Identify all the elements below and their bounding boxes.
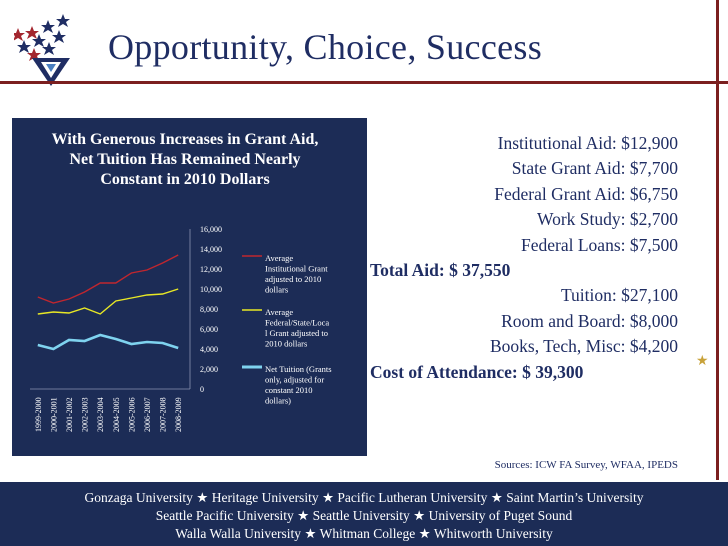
series-line [38, 255, 178, 303]
legend-label: 2010 dollars [265, 338, 308, 349]
star-cluster-icon [17, 14, 70, 55]
y-tick-label: 8,000 [200, 305, 218, 314]
legend-label: l Grant adjusted to [265, 328, 329, 338]
footer-line-1: Gonzaga University ★ Heritage University ★ Pacific Lutheran University ★ Saint Martin’s University [84, 490, 644, 505]
x-tick-label: 2000-2001 [49, 397, 59, 432]
summary-line: Federal Loans: $7,500 [521, 234, 678, 255]
legend-label: constant 2010 [265, 385, 313, 395]
legend-label: dollars) [265, 395, 291, 406]
footer-banner [0, 482, 728, 546]
footer-line-2: Seattle Pacific University ★ Seattle University ★ University of Puget Sound [155, 508, 573, 523]
star-icon: ★ [696, 353, 709, 369]
y-tick-label: 12,000 [200, 265, 222, 274]
x-tick-label: 2005-2006 [127, 397, 137, 432]
legend-label: Average [265, 253, 294, 263]
horizontal-rule [0, 81, 728, 84]
legend-label: Average [265, 307, 294, 317]
x-tick-label: 2003-2004 [96, 397, 106, 432]
x-tick-label: 2007-2008 [158, 397, 168, 432]
y-tick-label: 4,000 [200, 345, 218, 354]
x-tick-label: 2006-2007 [143, 397, 152, 432]
summary-line: Books, Tech, Misc: $4,200 [489, 336, 678, 357]
y-tick-label: 10,000 [200, 285, 222, 294]
summary-line: Institutional Aid: $12,900 [497, 133, 678, 153]
x-tick-label: 2002-2003 [80, 397, 90, 432]
legend-label: only, adjusted for [265, 374, 325, 385]
x-tick-label: 2008-2009 [174, 397, 184, 432]
y-tick-label: 6,000 [200, 325, 218, 334]
legend-label: dollars [265, 284, 289, 295]
line-chart [12, 118, 367, 456]
summary-line: Room and Board: $8,000 [501, 310, 678, 331]
legend-label: Net Tuition (Grants [265, 364, 332, 374]
legend-label: Institutional Grant [265, 263, 328, 274]
legend-label: adjusted to 2010 [265, 274, 322, 284]
sources-note: Sources: ICW FA Survey, WFAA, IPEDS [494, 459, 678, 471]
vertical-rule [716, 0, 719, 480]
footer-line-3: Walla Walla University ★ Whitman College ★ Whitworth University [175, 526, 553, 541]
stars-shield-logo-icon [14, 8, 84, 88]
y-tick-label: 0 [200, 385, 204, 394]
y-tick-label: 16,000 [200, 225, 222, 234]
series-line [38, 335, 178, 349]
legend-label: Federal/State/Loca [265, 317, 330, 328]
summary-line: State Grant Aid: $7,700 [511, 158, 678, 179]
summary-total-line: Cost of Attendance: $ 39,300 [370, 361, 584, 382]
summary-line: Work Study: $2,700 [536, 209, 678, 230]
summary-line: Federal Grant Aid: $6,750 [494, 183, 678, 204]
summary-total-line: Total Aid: $ 37,550 [370, 260, 511, 280]
page-title: Opportunity, Choice, Success [108, 27, 543, 67]
x-tick-label: 2004-2005 [111, 397, 121, 432]
summary-line: Tuition: $27,100 [560, 285, 678, 306]
y-tick-label: 14,000 [200, 245, 222, 254]
x-tick-label: 1999-2000 [33, 397, 43, 432]
x-tick-label: 2001-2002 [65, 397, 74, 432]
y-tick-label: 2,000 [200, 365, 218, 374]
chart-title: With Generous Increases in Grant Aid, Net Tuition Has Remained Nearly Constant in 2010 Dollars [51, 131, 319, 188]
